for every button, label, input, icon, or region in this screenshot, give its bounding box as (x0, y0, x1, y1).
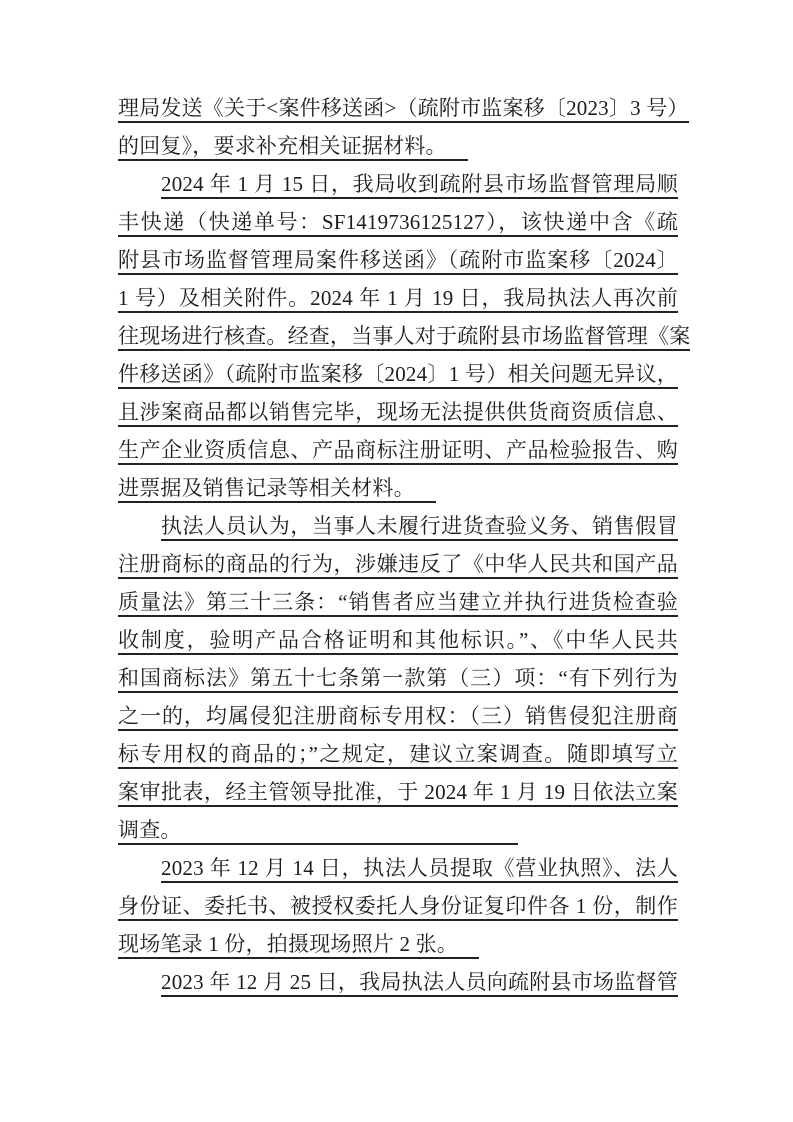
underlined-text: 和国商标法》第五十七条第一款第（三）项：“有下列行为 (118, 666, 678, 693)
underline-tail (182, 843, 518, 845)
underlined-text: 执法人员认为，当事人未履行进货查验义务、销售假冒 (161, 514, 678, 541)
underline-tail (415, 501, 436, 503)
text-line (118, 849, 678, 887)
underlined-text: 之一的，均属侵犯注册商标专用权：（三）销售侵犯注册商 (118, 704, 678, 731)
text-line (118, 127, 678, 165)
underlined-text: 1 号）及相关附件。2024 年 1 月 19 日，我局执法人再次前 (118, 286, 678, 313)
text-line (118, 773, 678, 811)
text-line (118, 469, 678, 507)
text-line (118, 165, 678, 203)
underlined-text: 2024 年 1 月 15 日，我局收到疏附县市场监督管理局顺 (161, 172, 678, 199)
text-line (118, 583, 678, 621)
text-line (118, 317, 691, 355)
text-line (118, 697, 678, 735)
underline-tail (458, 957, 479, 959)
text-line (118, 925, 678, 963)
underlined-text: 进票据及销售记录等相关材料。 (118, 476, 415, 503)
underline-tail (447, 159, 468, 161)
underlined-text: 调查。 (118, 818, 182, 845)
underlined-text: 生产企业资质信息、产品商标注册证明、产品检验报告、购 (118, 438, 678, 465)
underlined-text: 丰快递（快递单号：SF1419736125127），该快递中含《疏 (118, 210, 678, 237)
text-line (118, 735, 678, 773)
text-line (118, 811, 678, 849)
underlined-text: 身份证、委托书、被授权委托人身份证复印件各 1 份，制作 (118, 894, 678, 921)
text-line (118, 621, 678, 659)
text-line (118, 659, 678, 697)
underlined-text: 往现场进行核查。经查，当事人对于疏附县市场监督管理《案 (118, 324, 690, 351)
text-line (118, 355, 678, 393)
underlined-text: 收制度，验明产品合格证明和其他标识。”、《中华人民共 (118, 628, 678, 655)
underlined-text: 注册商标的商品的行为，涉嫌违反了《中华人民共和国产品 (118, 552, 678, 579)
underlined-text: 标专用权的商品的；”之规定，建议立案调查。随即填写立 (118, 742, 678, 769)
underlined-text: 现场笔录 1 份，拍摄现场照片 2 张。 (118, 932, 458, 959)
underlined-text: 理局发送《关于<案件移送函>（疏附市监案移〔2023〕3 号） (118, 96, 689, 123)
underlined-text: 件移送函》（疏附市监案移〔2024〕1 号）相关问题无异议， (118, 362, 678, 389)
underlined-text: 附县市场监督管理局案件移送函》（疏附市监案移〔2024〕 (118, 248, 678, 275)
text-line (118, 203, 678, 241)
underlined-text: 质量法》第三十三条：“销售者应当建立并执行进货检查验 (118, 590, 678, 617)
underlined-text: 2023 年 12 月 25 日，我局执法人员向疏附县市场监督管 (161, 970, 678, 997)
document-body (118, 89, 691, 1001)
text-line (118, 89, 689, 127)
underlined-text: 且涉案商品都以销售完毕，现场无法提供供货商资质信息、 (118, 400, 678, 427)
text-line (118, 887, 678, 925)
text-line (118, 431, 678, 469)
text-line (118, 241, 678, 279)
underlined-text: 2023 年 12 月 14 日，执法人员提取《营业执照》、法人 (161, 856, 678, 883)
underlined-text: 案审批表，经主管领导批准，于 2024 年 1 月 19 日依法立案 (118, 780, 678, 807)
text-line (118, 279, 678, 317)
text-line (118, 507, 678, 545)
underlined-text: 的回复》，要求补充相关证据材料。 (118, 134, 447, 161)
text-line (118, 963, 678, 1001)
text-line (118, 393, 678, 431)
text-line (118, 545, 678, 583)
